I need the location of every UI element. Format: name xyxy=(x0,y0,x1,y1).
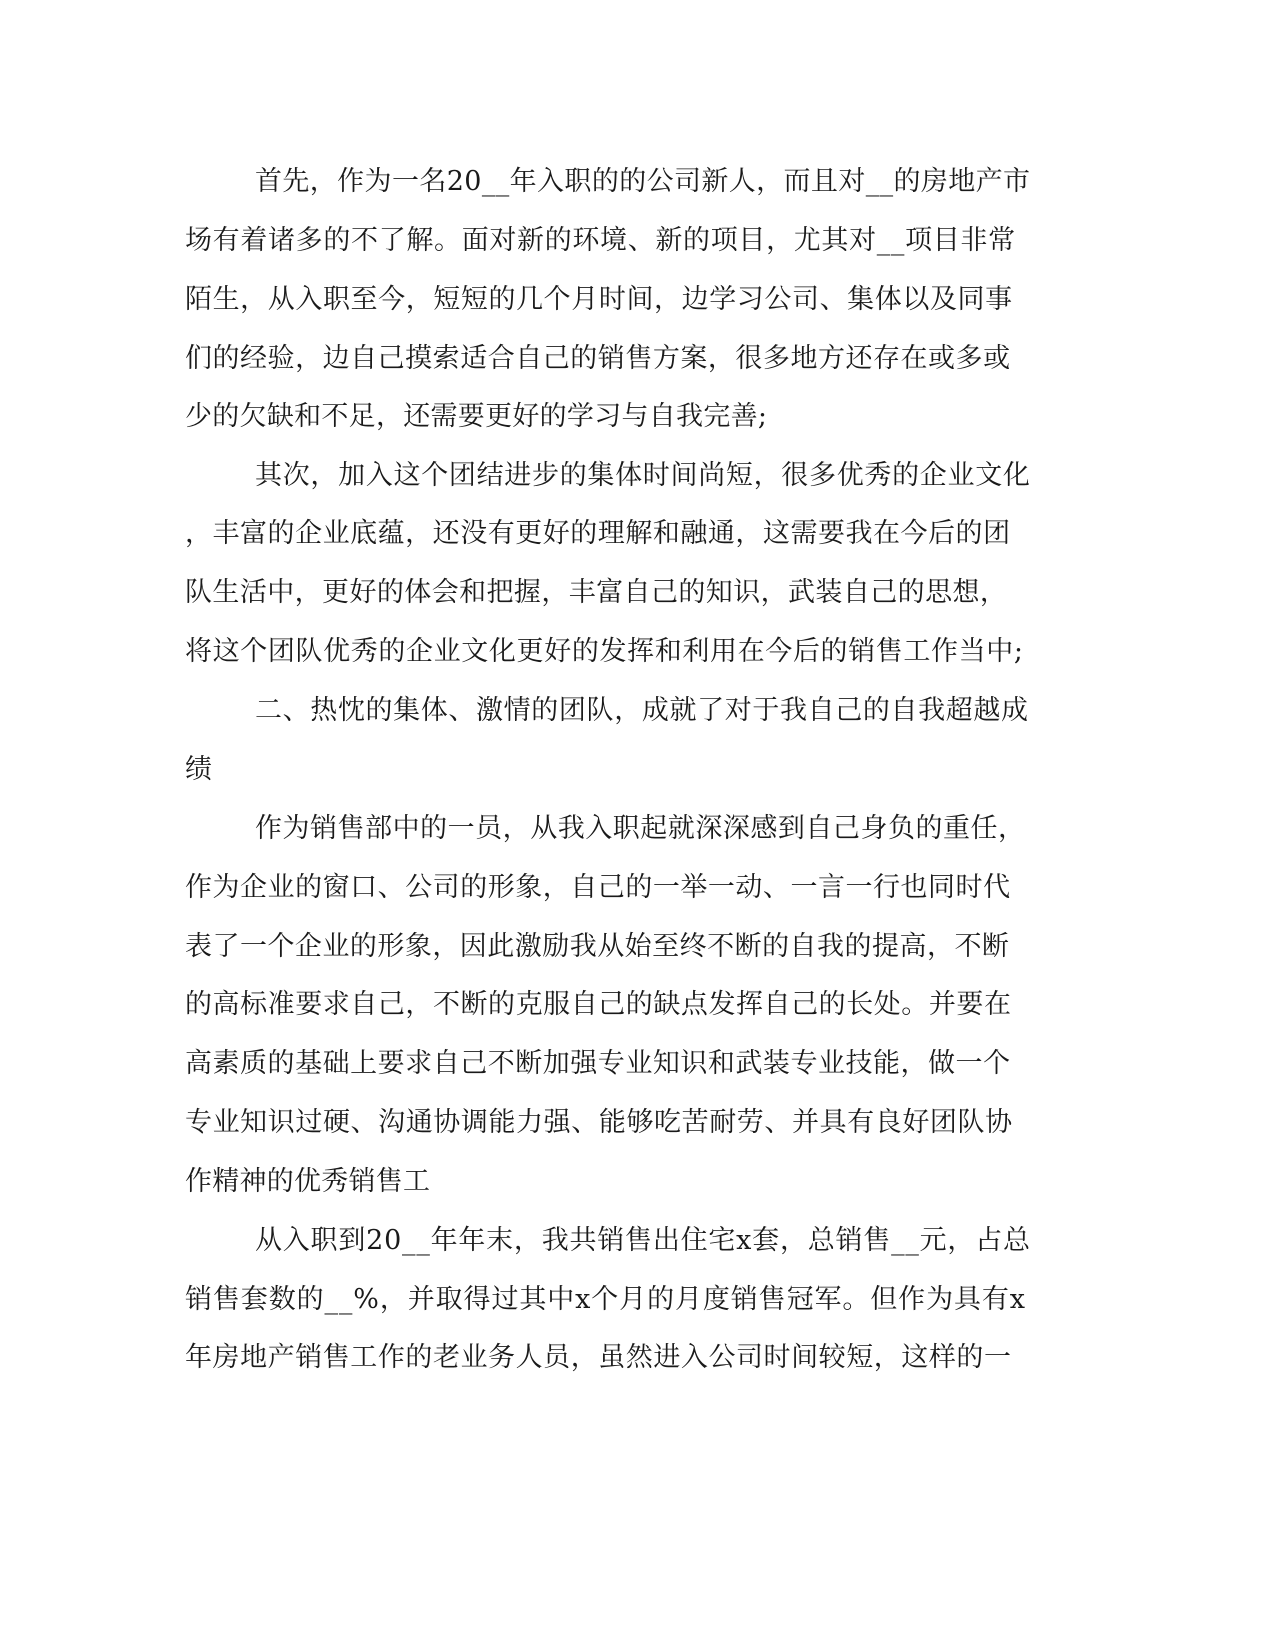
paragraph-4-line-2: 销售套数的__%，并取得过其中x个月的月度销售冠军。但作为具有x xyxy=(185,1284,1026,1315)
paragraph-2-line-4: 将这个团队优秀的企业文化更好的发挥和利用在今后的销售工作当中; xyxy=(185,636,1024,667)
paragraph-1-line-2: 场有着诸多的不了解。面对新的环境、新的项目，尤其对__项目非常 xyxy=(185,225,1016,256)
section-heading-line-1: 二、热忱的集体、激情的团队，成就了对于我自己的自我超越成 xyxy=(255,695,1029,726)
paragraph-3-line-6: 专业知识过硬、沟通协调能力强、能够吃苦耐劳、并具有良好团队协 xyxy=(185,1107,1013,1138)
paragraph-3-line-4: 的高标准要求自己，不断的克服自己的缺点发挥自己的长处。并要在 xyxy=(185,989,1012,1020)
paragraph-3-line-3: 表了一个企业的形象，因此激励我从始至终不断的自我的提高，不断 xyxy=(185,931,1010,962)
paragraph-4-line-3: 年房地产销售工作的老业务人员，虽然进入公司时间较短，这样的一 xyxy=(185,1342,1012,1373)
paragraph-1-line-1: 首先，作为一名20__年入职的的公司新人，而且对__的房地产市 xyxy=(255,166,1031,197)
paragraph-3-line-7: 作精神的优秀销售工 xyxy=(185,1166,431,1197)
paragraph-1-line-4: 们的经验，边自己摸索适合自己的销售方案，很多地方还存在或多或 xyxy=(185,343,1011,374)
paragraph-2-line-3: 队生活中，更好的体会和把握，丰富自己的知识，武装自己的思想， xyxy=(185,577,1008,608)
paragraph-1-line-3: 陌生，从入职至今，短短的几个月时间，边学习公司、集体以及同事 xyxy=(185,284,1013,315)
paragraph-2-line-1: 其次，加入这个团结进步的集体时间尚短，很多优秀的企业文化 xyxy=(255,460,1031,491)
paragraph-3-line-5: 高素质的基础上要求自己不断加强专业知识和武装专业技能，做一个 xyxy=(185,1048,1011,1079)
paragraph-3-line-1: 作为销售部中的一员，从我入职起就深深感到自己身负的重任， xyxy=(255,813,1026,844)
section-heading-line-2: 绩 xyxy=(185,754,212,785)
paragraph-2-line-2: ，丰富的企业底蕴，还没有更好的理解和融通，这需要我在今后的团 xyxy=(185,518,1011,549)
paragraph-3-line-2: 作为企业的窗口、公司的形象，自己的一举一动、一言一行也同时代 xyxy=(185,872,1011,903)
paragraph-1-line-5: 少的欠缺和不足，还需要更好的学习与自我完善; xyxy=(185,401,768,432)
paragraph-4-line-1: 从入职到20__年年末，我共销售出住宅x套，总销售__元，占总 xyxy=(255,1225,1031,1256)
